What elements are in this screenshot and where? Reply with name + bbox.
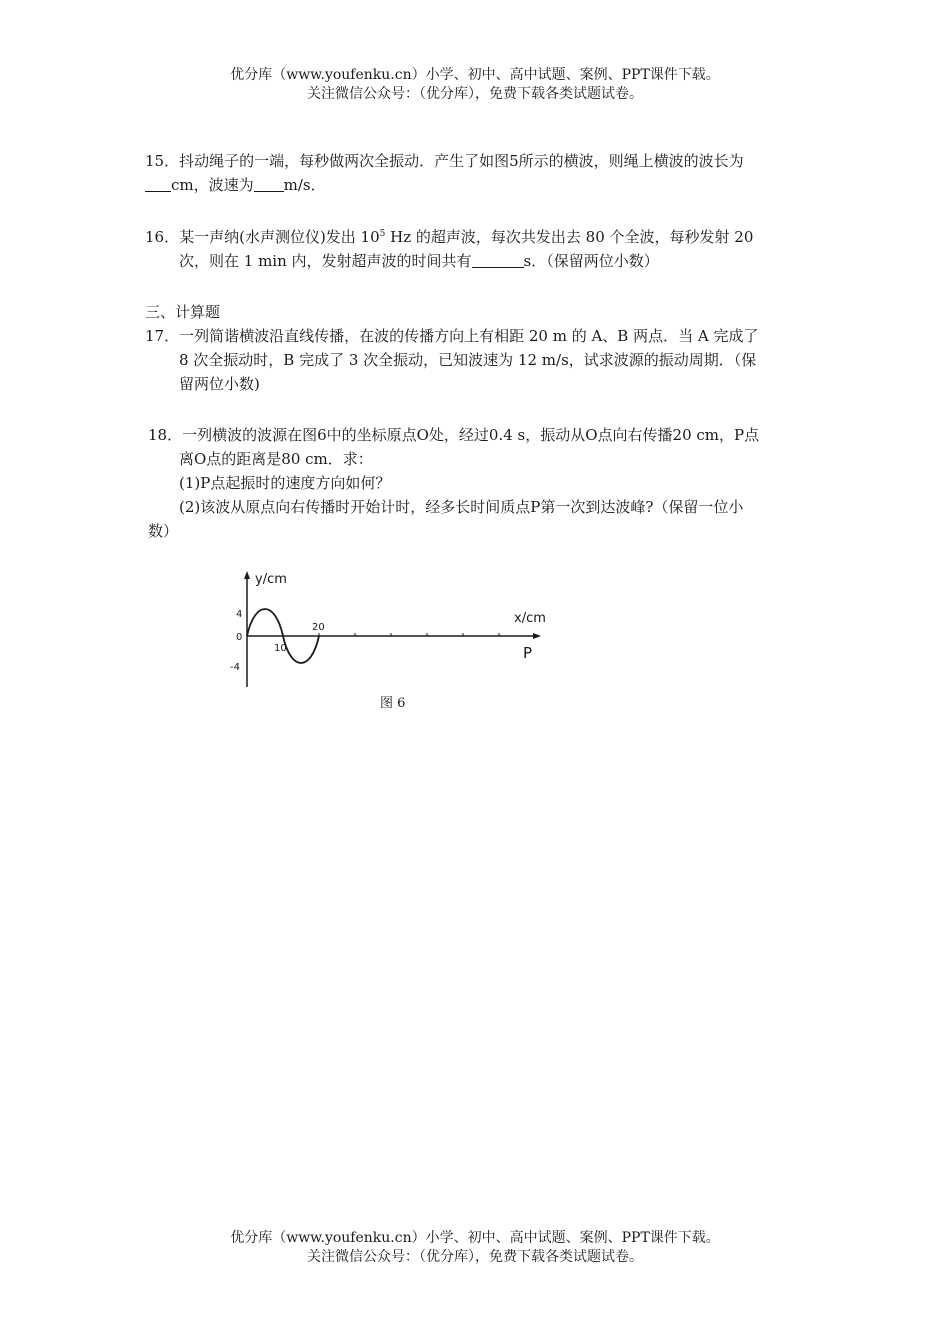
y-axis-arrow xyxy=(244,571,250,579)
q17-line-3: 留两位小数) xyxy=(179,375,260,393)
q15-blank-speed[interactable] xyxy=(254,175,284,192)
tick-label-10: 10 xyxy=(274,643,287,654)
page-footer xyxy=(0,1229,950,1267)
q15-line-2 xyxy=(145,173,744,197)
q18-line-5: 数） xyxy=(148,522,179,540)
q16-exponent: 5 xyxy=(379,229,386,239)
q17-line-2: 8 次全振动时，B 完成了 3 次全振动，已知波速为 12 m/s，试求波源的振动周期．（保 xyxy=(179,351,757,369)
q15-line-1: 15．抖动绳子的一端，每秒做两次全振动．产生了如图5所示的横波，则绳上横波的波长为 xyxy=(145,152,744,170)
figure-caption: 图 6 xyxy=(380,696,406,711)
section-title: 三、计算题 xyxy=(145,303,221,321)
page-header xyxy=(0,66,950,104)
footer-line-2: 关注微信公众号：（优分库），免费下载各类试题试卷。 xyxy=(307,1249,643,1265)
q18-line-1: 18．一列横波的波源在图6中的坐标原点O处，经过0.4 s，振动从O点向右传播20 cm，P点 xyxy=(148,426,760,444)
q18-line-3: (1)P点起振时的速度方向如何？ xyxy=(179,474,391,492)
q16-line-2: 次，则在 1 min 内，发射超声波的时间共有 s．（保留两位小数） xyxy=(179,252,659,270)
tick-label-4: 4 xyxy=(236,609,243,620)
q18-line-2: 离O点的距离是80 cm．求： xyxy=(179,450,373,468)
question-15 xyxy=(145,149,744,197)
question-16 xyxy=(145,225,753,273)
footer-line-1: 优分库（www.youfenku.cn）小学、初中、高中试题、案例、PPT课件下载。 xyxy=(230,1230,720,1246)
question-18 xyxy=(148,423,759,543)
header-line-2: 关注微信公众号：（优分库），免费下载各类试题试卷。 xyxy=(307,86,643,102)
question-17 xyxy=(145,324,758,396)
q17-line-1: 17．一列简谐横波沿直线传播，在波的传播方向上有相距 20 m 的 A、B 两点．当 A 完成了 xyxy=(145,327,759,345)
point-p-label: P xyxy=(523,644,533,662)
tick-label-neg4: -4 xyxy=(230,662,240,673)
tick-label-0: 0 xyxy=(236,632,243,643)
q16-line-1: 16．某一声纳(水声测位仪)发出 $10^5$ Hz 的超声波，每次共发出去 80 个全波，每秒发射 20 xyxy=(145,228,754,246)
header-line-1: 优分库（www.youfenku.cn）小学、初中、高中试题、案例、PPT课件下载。 xyxy=(230,67,720,83)
q15-unit-cm: cm，波速为 xyxy=(171,176,254,194)
q18-line-4: (2)该波从原点向右传播时开始计时，经多长时间质点P第一次到达波峰?（保留一位小 xyxy=(179,498,744,516)
tick-label-20: 20 xyxy=(312,622,325,633)
x-axis-arrow xyxy=(533,633,541,639)
y-axis-label: y/cm xyxy=(255,572,287,587)
x-axis-label: x/cm xyxy=(514,611,546,626)
wave-figure xyxy=(225,567,565,692)
q15-blank-wavelength[interactable] xyxy=(145,175,171,192)
q15-unit-ms: m/s． xyxy=(283,176,326,194)
q16-blank-time[interactable] xyxy=(472,251,524,268)
